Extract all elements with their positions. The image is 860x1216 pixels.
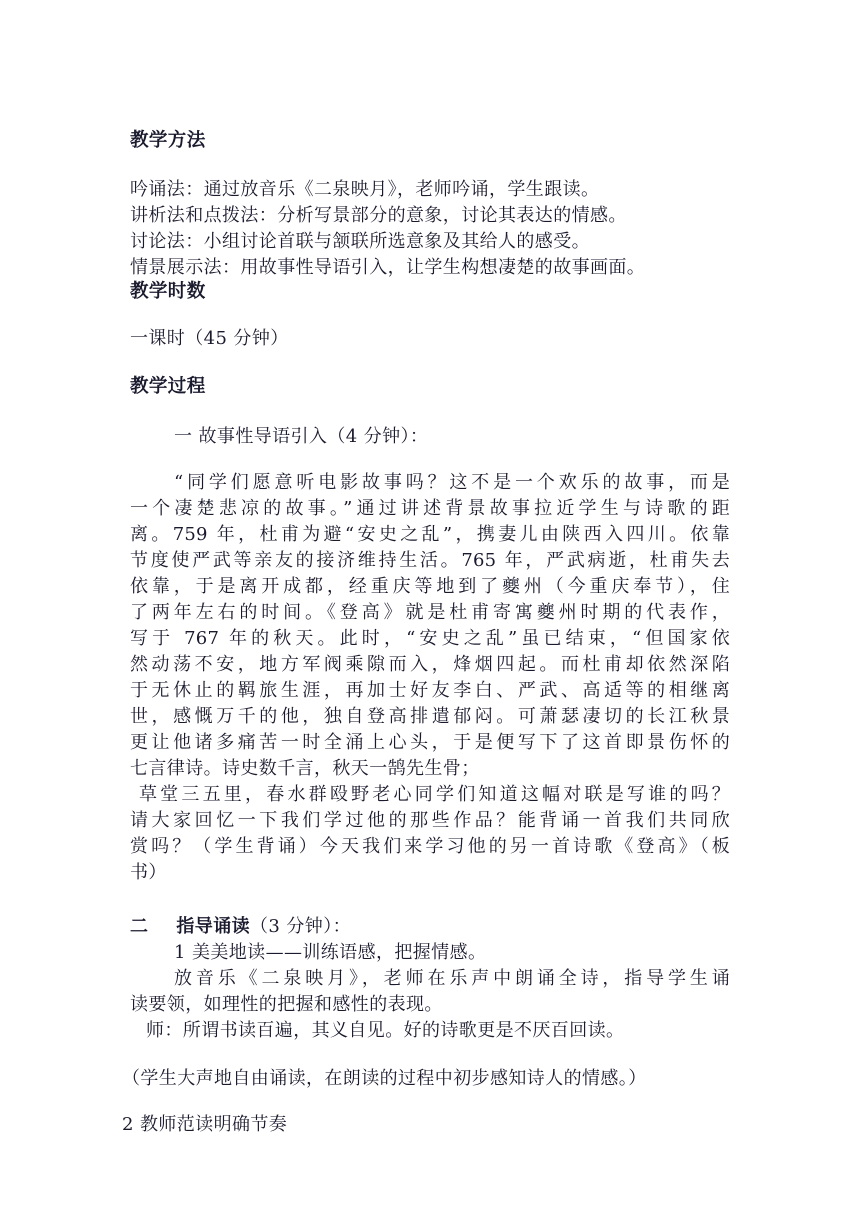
process-heading: 教学过程 (130, 376, 206, 397)
methods-heading: 教学方法 (130, 130, 206, 151)
section2-number: 二 (130, 916, 149, 937)
section2-title-rest: （3 分钟）： (250, 916, 351, 937)
section1-para-line: 书） (130, 862, 167, 883)
section1-para-line: 赏吗？（学生背诵）今天我们来学习他的另一首诗歌《登高》（板 (130, 836, 730, 857)
method-item-scenario: 情景展示法：用故事性导语引入，让学生构想凄楚的故事画面。 (130, 257, 646, 278)
section1-para-line: 更让他诸多痛苦一时全涌上心头，于是便写下了这首即景伤怀的 (130, 732, 730, 753)
section2-title (130, 914, 730, 940)
method-item-chant: 吟诵法：通过放音乐《二泉映月》，老师吟诵，学生跟读。 (130, 179, 600, 200)
section1-para-line: 了两年左右的时间。《登高》就是杜甫寄寓夔州时期的代表作， (130, 602, 730, 623)
section2-sub2: 2 教师范读明确节奏 (122, 1114, 288, 1135)
section1-para-line: 请大家回忆一下我们学过他的那些作品？能背诵一首我们共同欣 (130, 810, 730, 831)
section1-para-line: 草堂三五里，春水群殴野老心同学们知道这幅对联是写谁的吗？ (130, 784, 730, 805)
section2-para-line: 放音乐《二泉映月》，老师在乐声中朗诵全诗，指导学生诵 (174, 968, 730, 989)
section1-para-line: 世，感慨万千的他，独自登高排遣郁闷。可萧瑟凄切的长江秋景 (130, 706, 730, 727)
section1-para-line: 离。759 年，杜甫为避“安史之乱”，携妻儿由陕西入四川。依靠 (130, 524, 730, 545)
section1-para-line: “同学们愿意听电影故事吗？这不是一个欢乐的故事，而是 (174, 472, 730, 493)
teacher-line: 师：所谓书读百遍，其义自见。好的诗歌更是不厌百回读。 (146, 1020, 625, 1041)
section1-para-line: 一个凄楚悲凉的故事。”通过讲述背景故事拉近学生与诗歌的距 (130, 498, 730, 519)
hours-heading: 教学时数 (130, 281, 206, 302)
section1-para-line: 写于 767 年的秋天。此时，“安史之乱”虽已结束，“但国家依 (130, 628, 730, 649)
section2-sub1: 1 美美地读——训练语感，把握情感。 (174, 942, 487, 963)
section2-title-bold: 指导诵读 (176, 916, 251, 937)
section2-para-line: 读要领，如理性的把握和感性的表现。 (130, 994, 443, 1015)
section1-para-line: 依靠，于是离开成都，经重庆等地到了夔州（今重庆奉节），住 (130, 576, 730, 597)
hours-value: 一课时（45 分钟） (130, 328, 289, 349)
section1-para-line: 七言律诗。诗史数千言，秋天一鹄先生骨； (130, 758, 480, 779)
method-item-discussion: 讨论法：小组讨论首联与颔联所选意象及其给人的感受。 (130, 231, 590, 252)
section1-para-line: 然动荡不安，地方军阀乘隙而入，烽烟四起。而杜甫却依然深陷 (130, 654, 730, 675)
section1-para-line: 于无休止的羁旅生涯，再加士好友李白、严武、高适等的相继离 (130, 680, 730, 701)
method-item-analysis: 讲析法和点拨法：分析写景部分的意象，讨论其表达的情感。 (130, 205, 627, 226)
student-note: （学生大声地自由诵读，在朗读的过程中初步感知诗人的情感。） (122, 1068, 647, 1089)
section1-title: 一 故事性导语引入（4 分钟）： (174, 426, 429, 447)
section1-para-line: 节度使严武等亲友的接济维持生活。765 年，严武病逝，杜甫失去 (130, 550, 730, 571)
